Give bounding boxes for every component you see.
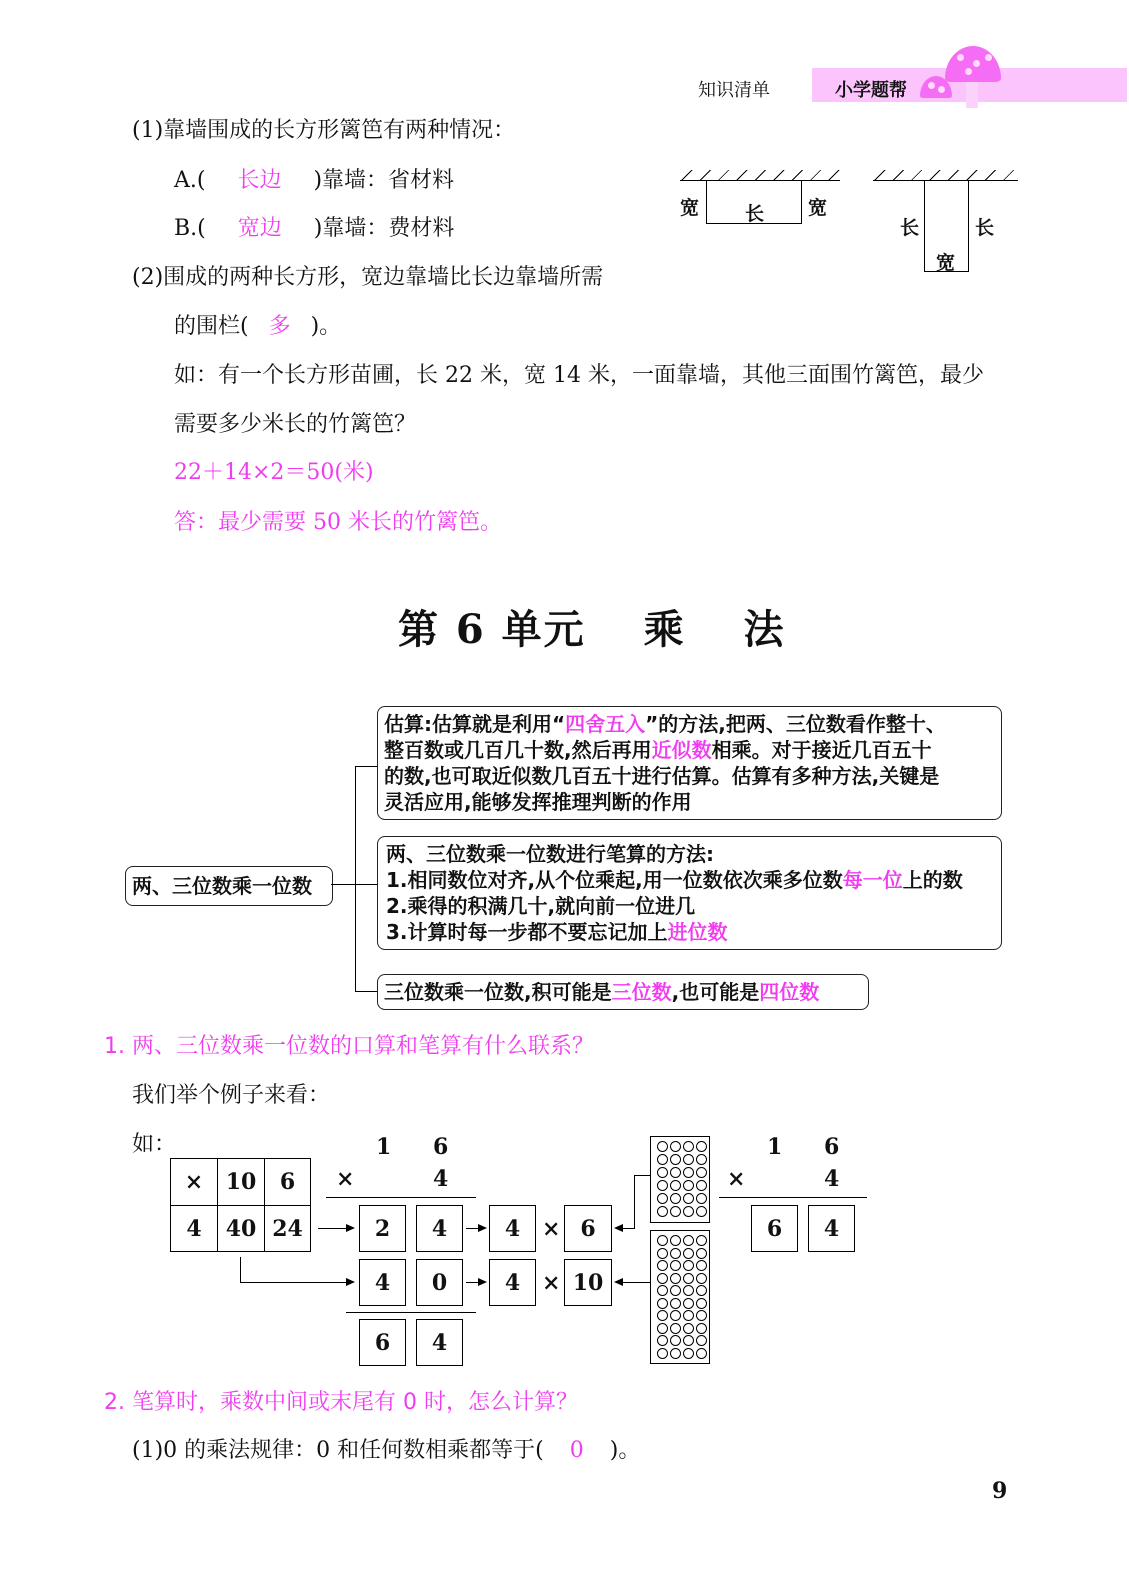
v2-times-sign: × [727, 1166, 746, 1192]
solution-answer: 答：最少需要 50 米长的竹篱笆。 [174, 510, 502, 535]
dot-circle [670, 1193, 681, 1204]
written-s1b: 上的数 [902, 868, 963, 892]
v1-rule-bottom [346, 1312, 476, 1313]
question-2-line2 [174, 316, 341, 338]
dot-circle [670, 1273, 681, 1284]
product-keyword-three-digit: 三位数 [611, 980, 672, 1004]
dot-circle [683, 1285, 694, 1296]
dot-circle [696, 1310, 707, 1321]
q2-prefix: 的围栏( [174, 314, 249, 339]
dot-circle [696, 1273, 707, 1284]
dot-circle [657, 1260, 668, 1271]
option-a-answer: 长边 [237, 168, 282, 193]
product2-op: × [542, 1270, 561, 1296]
v2-multiplier: 4 [824, 1166, 840, 1192]
arrow-grid1-h [634, 1175, 650, 1176]
table-cell: 40 [217, 1205, 264, 1252]
dot-circle [670, 1310, 681, 1321]
dot-circle [670, 1298, 681, 1309]
table-cell: 6 [264, 1158, 311, 1205]
multiplication-table [170, 1158, 311, 1252]
v2-result-ones: 4 [808, 1205, 855, 1252]
wall-hatching-right [873, 170, 1018, 180]
label-width: 宽 [936, 252, 956, 274]
dot-circle [696, 1141, 707, 1152]
estimate-l2b: 相乘。对于接近几百五十 [711, 738, 932, 762]
label-width-left: 宽 [680, 197, 700, 219]
dot-circle [670, 1335, 681, 1346]
dot-circle [670, 1206, 681, 1217]
written-s2: 2.乘得的积满几十,就向前一位进几 [386, 894, 696, 918]
mushroom-stem-decoration [966, 80, 978, 108]
dot-circle [670, 1285, 681, 1296]
estimate-l1a: 估算:估算就是利用“ [384, 712, 566, 736]
dot-circle [696, 1206, 707, 1217]
estimate-l4: 灵活应用,能够发挥推理判断的作用 [384, 790, 692, 814]
question-1-text: (1)靠墙围成的长方形篱笆有两种情况： [132, 118, 516, 143]
v2-top-tens: 1 [767, 1134, 783, 1160]
dot-circle [696, 1348, 707, 1359]
estimate-l3: 的数,也可取近似数几百五十进行估算。估算有多种方法,关键是 [384, 764, 940, 788]
dot-circle [657, 1298, 668, 1309]
wall-hatching-left [680, 170, 840, 180]
dot-grid-40 [650, 1230, 710, 1364]
label-width-right: 宽 [808, 197, 828, 219]
dot-circle [683, 1141, 694, 1152]
product-a: 三位数乘一位数,积可能是 [384, 980, 612, 1004]
product1-a: 4 [489, 1205, 536, 1252]
dot-circle [657, 1193, 668, 1204]
dot-circle [670, 1260, 681, 1271]
option-a [174, 170, 454, 192]
example-line1: 如：有一个长方形苗圃，长 22 米，宽 14 米，一面靠墙，其他三面围竹篱笆，最少 [174, 363, 984, 388]
arrow-head [346, 1278, 355, 1286]
dot-circle [696, 1167, 707, 1178]
dot-circle [683, 1248, 694, 1259]
dot-circle [683, 1348, 694, 1359]
dot-circle [696, 1154, 707, 1165]
q2-suffix: )。 [310, 314, 342, 339]
dot-circle [696, 1285, 707, 1296]
dot-circle [657, 1167, 668, 1178]
mindmap-written-box [377, 836, 1002, 950]
dot-circle [657, 1348, 668, 1359]
dot-circle [696, 1298, 707, 1309]
example-label: 如： [132, 1132, 177, 1157]
connector-written [355, 884, 377, 885]
arrow-40-to-partial2 [240, 1282, 348, 1283]
v1-result-ones: 4 [416, 1319, 463, 1366]
v1-top-ones: 6 [433, 1134, 449, 1160]
v2-top-ones: 6 [824, 1134, 840, 1160]
dot-circle [670, 1167, 681, 1178]
written-s3a: 3.计算时每一步都不要忘记加上 [386, 920, 668, 944]
arrow-head [478, 1224, 487, 1232]
dot-circle [670, 1141, 681, 1152]
dot-circle [657, 1310, 668, 1321]
option-b [174, 218, 454, 240]
v1-partial2-tens: 4 [359, 1259, 406, 1306]
arrow-40-down [240, 1257, 241, 1282]
estimate-l1b: ”的方法,把两、三位数看作整十、 [645, 712, 946, 736]
arrow-head [614, 1224, 623, 1232]
connector-root [331, 884, 355, 885]
zero-rule-suffix: )。 [609, 1438, 641, 1463]
dot-circle [696, 1335, 707, 1346]
v1-top-tens: 1 [376, 1134, 392, 1160]
unit-title: 第 6 单元 乘 法 [398, 606, 786, 653]
dot-circle [696, 1235, 707, 1246]
dot-circle [683, 1154, 694, 1165]
dot-circle [696, 1193, 707, 1204]
product-b: ,也可能是 [671, 980, 760, 1004]
table-cell: × [170, 1158, 217, 1205]
mindmap-root-label: 两、三位数乘一位数 [132, 874, 312, 898]
dot-circle [696, 1260, 707, 1271]
zero-rule-prefix: (1)0 的乘法规律：0 和任何数相乘都等于( [132, 1438, 544, 1463]
dot-circle [670, 1323, 681, 1334]
dot-circle [657, 1180, 668, 1191]
dot-circle [670, 1180, 681, 1191]
dot-circle [657, 1141, 668, 1152]
dot-circle [670, 1248, 681, 1259]
arrow-grid2-to-product2 [620, 1282, 650, 1283]
dot-circle [683, 1335, 694, 1346]
product-keyword-four-digit: 四位数 [759, 980, 820, 1004]
q2-answer: 多 [268, 314, 291, 339]
label-long: 长 [745, 203, 765, 225]
table-cell: 10 [217, 1158, 264, 1205]
option-b-prefix: B.( [174, 216, 206, 241]
mindmap-estimate-box [377, 706, 1002, 820]
question-1-heading: 1. 两、三位数乘一位数的口算和笔算有什么联系？ [104, 1034, 594, 1059]
dot-circle [657, 1154, 668, 1165]
question-1-intro: 我们举个例子来看： [132, 1083, 331, 1108]
mindmap-root [125, 866, 333, 906]
option-a-suffix: )靠墙：省材料 [313, 168, 455, 193]
solution-formula: 22＋14×2＝50(米) [174, 460, 374, 485]
dot-circle [683, 1323, 694, 1334]
written-keyword-each-digit: 每一位 [842, 868, 903, 892]
dot-circle [670, 1235, 681, 1246]
v1-multiplier: 4 [433, 1166, 449, 1192]
connector-vertical [355, 766, 356, 992]
product1-b: 6 [564, 1205, 612, 1252]
dot-circle [657, 1285, 668, 1296]
v1-partial1-tens: 2 [359, 1205, 406, 1252]
estimate-keyword-rounding: 四舍五入 [565, 712, 646, 736]
v1-times-sign: × [336, 1166, 355, 1192]
dot-circle [683, 1206, 694, 1217]
product2-a: 4 [489, 1259, 536, 1306]
dot-circle [670, 1154, 681, 1165]
label-long-right: 长 [975, 217, 995, 239]
v1-partial1-ones: 4 [416, 1205, 463, 1252]
example-line2: 需要多少米长的竹篱笆？ [174, 412, 417, 437]
connector-product [355, 991, 377, 992]
written-keyword-carry: 进位数 [667, 920, 728, 944]
dot-circle [683, 1167, 694, 1178]
zero-rule-answer: 0 [569, 1438, 584, 1463]
option-b-answer: 宽边 [237, 216, 282, 241]
dot-circle [657, 1323, 668, 1334]
dot-circle [683, 1298, 694, 1309]
dot-circle [657, 1273, 668, 1284]
mindmap-product-box [377, 974, 869, 1010]
dot-circle [670, 1348, 681, 1359]
dot-grid-24 [650, 1136, 710, 1223]
v1-result-tens: 6 [359, 1319, 406, 1366]
dot-circle [657, 1248, 668, 1259]
written-text [386, 841, 963, 945]
dot-circle [683, 1180, 694, 1191]
arrow-head [614, 1278, 623, 1286]
v2-rule [719, 1197, 867, 1198]
option-b-suffix: )靠墙：费材料 [313, 216, 455, 241]
dot-circle [683, 1193, 694, 1204]
dot-circle [696, 1248, 707, 1259]
zero-rule [132, 1440, 640, 1462]
arrow-head [346, 1224, 355, 1232]
v1-rule-top [326, 1197, 476, 1198]
estimate-keyword-approx: 近似数 [651, 738, 712, 762]
estimate-l2a: 整百数或几百几十数,然后再用 [384, 738, 652, 762]
dot-circle [696, 1180, 707, 1191]
dot-circle [683, 1273, 694, 1284]
mushroom-icon [945, 46, 1001, 82]
dot-circle [657, 1235, 668, 1246]
label-long-left: 长 [900, 217, 920, 239]
product-text [384, 979, 819, 1005]
dot-circle [657, 1335, 668, 1346]
dot-circle [683, 1235, 694, 1246]
connector-estimate [355, 766, 377, 767]
arrow-grid1-v [634, 1175, 635, 1228]
dot-circle [696, 1323, 707, 1334]
product1-op: × [542, 1216, 561, 1242]
dot-circle [683, 1260, 694, 1271]
v2-result-tens: 6 [751, 1205, 798, 1252]
table-cell: 4 [170, 1205, 217, 1252]
header-section-label: 知识清单 [698, 80, 770, 101]
estimate-text [384, 711, 946, 815]
arrow-24-to-partial1 [318, 1228, 348, 1229]
written-s1a: 1.相同数位对齐,从个位乘起,用一位数依次乘多位数 [386, 868, 843, 892]
option-a-prefix: A.( [174, 168, 206, 193]
table-cell: 24 [264, 1205, 311, 1252]
arrow-head [478, 1278, 487, 1286]
product2-b: 10 [564, 1259, 612, 1306]
written-title: 两、三位数乘一位数进行笔算的方法: [386, 842, 714, 866]
question-2-heading: 2. 笔算时，乘数中间或末尾有 0 时，怎么计算？ [104, 1390, 578, 1415]
dot-circle [683, 1310, 694, 1321]
header-brand-label: 小学题帮 [835, 80, 907, 101]
question-2-line1: (2)围成的两种长方形，宽边靠墙比长边靠墙所需 [132, 265, 604, 290]
v1-partial2-ones: 0 [416, 1259, 463, 1306]
dot-circle [657, 1206, 668, 1217]
page-number: 9 [992, 1478, 1008, 1504]
